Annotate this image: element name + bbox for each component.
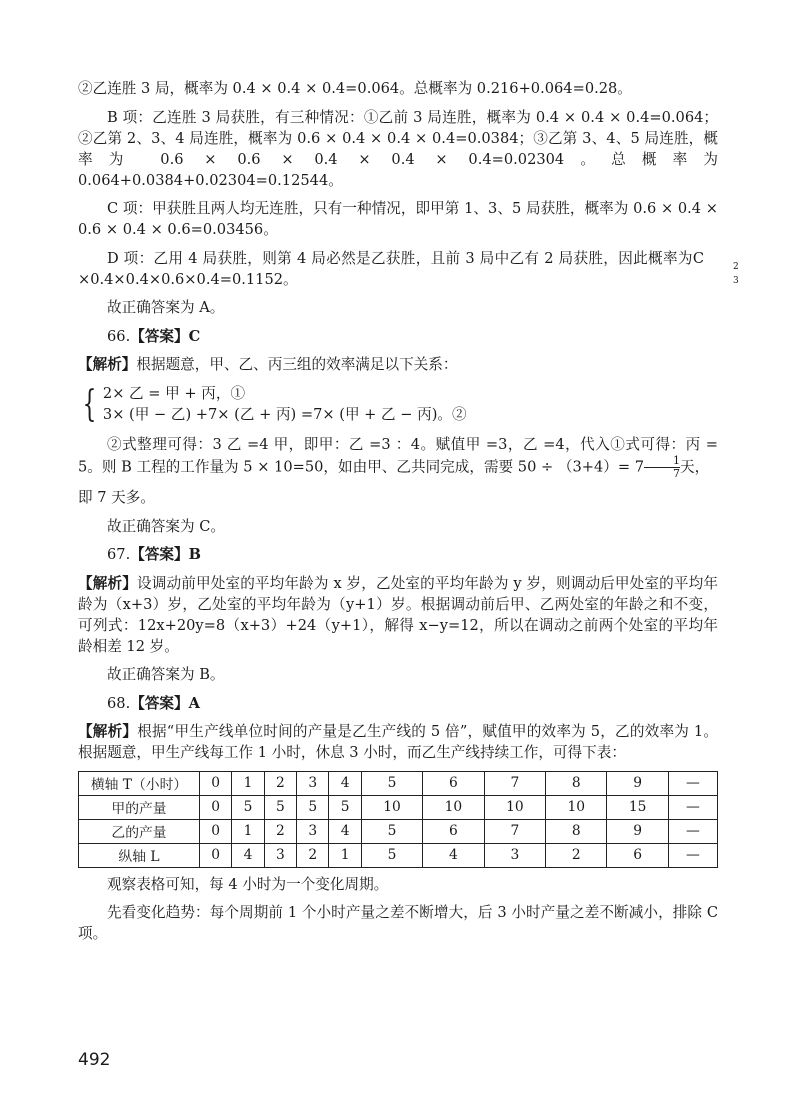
question-66-heading bbox=[107, 326, 718, 347]
table-cell: 8 bbox=[546, 819, 607, 843]
q66-number: 66. bbox=[107, 327, 131, 345]
page-content bbox=[78, 78, 739, 952]
table-cell: 5 bbox=[361, 843, 422, 867]
table-cell: 2 bbox=[264, 819, 296, 843]
q66-derivation bbox=[78, 434, 718, 480]
table-cell: 1 bbox=[232, 771, 264, 795]
combination-symbol bbox=[692, 249, 739, 286]
observation-1: 观察表格可知，每 4 小时为一个变化周期。 bbox=[107, 875, 389, 893]
table-row bbox=[79, 771, 718, 795]
table-cell: 2 bbox=[297, 843, 329, 867]
table-cell: 7 bbox=[484, 771, 545, 795]
table-cell: 6 bbox=[607, 843, 668, 867]
combination-sup: 2 bbox=[733, 261, 739, 272]
production-table bbox=[78, 771, 718, 868]
para-1: ②乙连胜 3 局，概率为 0.4 × 0.4 × 0.4=0.064。总概率为 0.216+0.064=0.28。 bbox=[78, 80, 632, 97]
q67-analysis-text: 设调动前甲处室的平均年龄为 x 岁，乙处室的平均年龄为 y 岁，则调动后甲处室的平均年龄为（x+3）岁，乙处室的平均年龄为（y+1）岁。根据调动前后甲、乙两处室的年龄之和不变，可列式：12x+20y=8（x+3）+24（y+1），解得 x−y=12，所以在调动之前两个处室的平均年龄相差 12 岁。 bbox=[78, 574, 718, 655]
answer-line-67: 故正确答案为 B。 bbox=[107, 666, 225, 683]
q66-analysis-label: 【解析】 bbox=[78, 356, 137, 373]
para-option-b: B 项：乙连胜 3 局获胜，有三种情况：①乙前 3 局连胜，概率为 0.4 × 0.4 × 0.4=0.064；②乙第 2、3、4 局连胜，概率为 0.6 × 0.4 × 0.4 × 0.4=0.0384；③乙第 3、4、5 局连胜，概率为 0.6 × 0.6 × 0.4 × 0.4 × 0.4=0.02304。总概率为 0.064+0.0384+0.02304=0.12544。 bbox=[78, 108, 718, 189]
table-cell: 6 bbox=[423, 771, 484, 795]
q66-analysis bbox=[78, 354, 718, 375]
table-cell: 5 bbox=[329, 795, 361, 819]
page-number: 492 bbox=[78, 1050, 111, 1070]
equation-system bbox=[78, 383, 718, 427]
table-cell: 5 bbox=[297, 795, 329, 819]
combination-base: C bbox=[692, 249, 704, 267]
table-cell: 9 bbox=[607, 819, 668, 843]
combination-sub: 3 bbox=[733, 275, 739, 286]
q66-conclusion: 即 7 天多。 bbox=[78, 489, 155, 506]
table-cell: 3 bbox=[264, 843, 296, 867]
table-cell: 3 bbox=[484, 843, 545, 867]
table-row bbox=[79, 843, 718, 867]
table-cell: 5 bbox=[264, 795, 296, 819]
q67-analysis bbox=[78, 573, 718, 657]
fraction-denominator: 7 bbox=[673, 466, 681, 480]
q68-analysis bbox=[78, 721, 718, 763]
answer-line-65: 故正确答案为 A。 bbox=[107, 299, 225, 316]
q68-answer: 【答案】A bbox=[130, 694, 200, 712]
q67-answer: 【答案】B bbox=[130, 546, 201, 563]
para-option-d-text: D 项：乙用 4 局获胜，则第 4 局必然是乙获胜，且前 3 局中乙有 2 局获胜，因此概率为 bbox=[107, 249, 693, 267]
q66-answer: 【答案】C bbox=[130, 327, 201, 345]
para-option-d-tail: ×0.4×0.4×0.6×0.4=0.1152。 bbox=[78, 270, 298, 288]
table-cell: 7 bbox=[484, 819, 545, 843]
para-option-d bbox=[78, 248, 739, 290]
q66-derivation-text: ②式整理可得：3 乙 =4 甲，即甲：乙 =3 ：4。赋值甲 =3，乙 =4，代入①式可得：丙 = 5。则 B 工程的工作量为 5 × 10=50，如由甲、乙共同完成，需要 50 ÷ （3+4）= 7 bbox=[78, 435, 718, 475]
table-cell: 5 bbox=[232, 795, 264, 819]
table-cell: 10 bbox=[423, 795, 484, 819]
table-cell: 4 bbox=[423, 843, 484, 867]
table-cell: 5 bbox=[361, 819, 422, 843]
row-label: 纵轴 L bbox=[79, 843, 200, 867]
brace-symbol: { bbox=[82, 383, 97, 425]
q66-analysis-text: 根据题意，甲、乙、丙三组的效率满足以下关系： bbox=[136, 356, 458, 373]
q68-number: 68. bbox=[107, 694, 131, 712]
table-cell: 0 bbox=[200, 795, 232, 819]
table-cell: 2 bbox=[264, 771, 296, 795]
table-cell: 3 bbox=[297, 819, 329, 843]
table-cell: 6 bbox=[423, 819, 484, 843]
question-67-heading bbox=[107, 544, 718, 565]
equation-2: 3× (甲 − 乙) +7× (乙 + 丙) =7× (甲 + 乙 − 丙)。② bbox=[102, 405, 467, 423]
table-row bbox=[79, 819, 718, 843]
table-cell: — bbox=[668, 819, 717, 843]
row-label: 横轴 T（小时） bbox=[79, 771, 200, 795]
table-cell: — bbox=[668, 843, 717, 867]
table-cell: 5 bbox=[361, 771, 422, 795]
fraction-numerator: 1 bbox=[644, 455, 680, 468]
table-cell: 4 bbox=[329, 819, 361, 843]
table-cell: 0 bbox=[200, 771, 232, 795]
q68-analysis-text: 根据“甲生产线单位时间的产量是乙生产线的 5 倍”，赋值甲的效率为 5，乙的效率为 1。根据题意，甲生产线每工作 1 小时，休息 3 小时，而乙生产线持续工作，可得下表： bbox=[78, 723, 718, 761]
table-cell: 0 bbox=[200, 843, 232, 867]
table-cell: 10 bbox=[361, 795, 422, 819]
answer-line-66: 故正确答案为 C。 bbox=[107, 517, 225, 535]
table-cell: 1 bbox=[329, 843, 361, 867]
q68-analysis-label: 【解析】 bbox=[78, 723, 138, 740]
row-label: 甲的产量 bbox=[79, 795, 200, 819]
row-label: 乙的产量 bbox=[79, 819, 200, 843]
para-option-c: C 项：甲获胜且两人均无连胜，只有一种情况，即甲第 1、3、5 局获胜，概率为 0.6 × 0.4 × 0.6 × 0.4 × 0.6=0.03456。 bbox=[78, 200, 718, 238]
question-68-heading bbox=[107, 693, 718, 714]
table-cell: 3 bbox=[297, 771, 329, 795]
equation-1: 2× 乙 = 甲 + 丙，① bbox=[102, 384, 246, 402]
table-row bbox=[79, 795, 718, 819]
table-cell: — bbox=[668, 795, 717, 819]
observation-2: 先看变化趋势：每个周期前 1 个小时产量之差不断增大，后 3 小时产量之差不断减小，排除 C 项。 bbox=[78, 904, 718, 942]
table-cell: 15 bbox=[607, 795, 668, 819]
table-cell: 10 bbox=[484, 795, 545, 819]
table-cell: 9 bbox=[607, 771, 668, 795]
table-cell: 4 bbox=[329, 771, 361, 795]
table-cell: 8 bbox=[546, 771, 607, 795]
fraction bbox=[644, 455, 680, 480]
q67-analysis-label: 【解析】 bbox=[78, 574, 137, 592]
table-cell: — bbox=[668, 771, 717, 795]
q66-derivation-tail: 天， bbox=[680, 458, 710, 475]
table-cell: 4 bbox=[232, 843, 264, 867]
table-cell: 10 bbox=[546, 795, 607, 819]
q67-number: 67. bbox=[107, 546, 131, 563]
table-cell: 2 bbox=[546, 843, 607, 867]
table-cell: 0 bbox=[200, 819, 232, 843]
table-cell: 1 bbox=[232, 819, 264, 843]
